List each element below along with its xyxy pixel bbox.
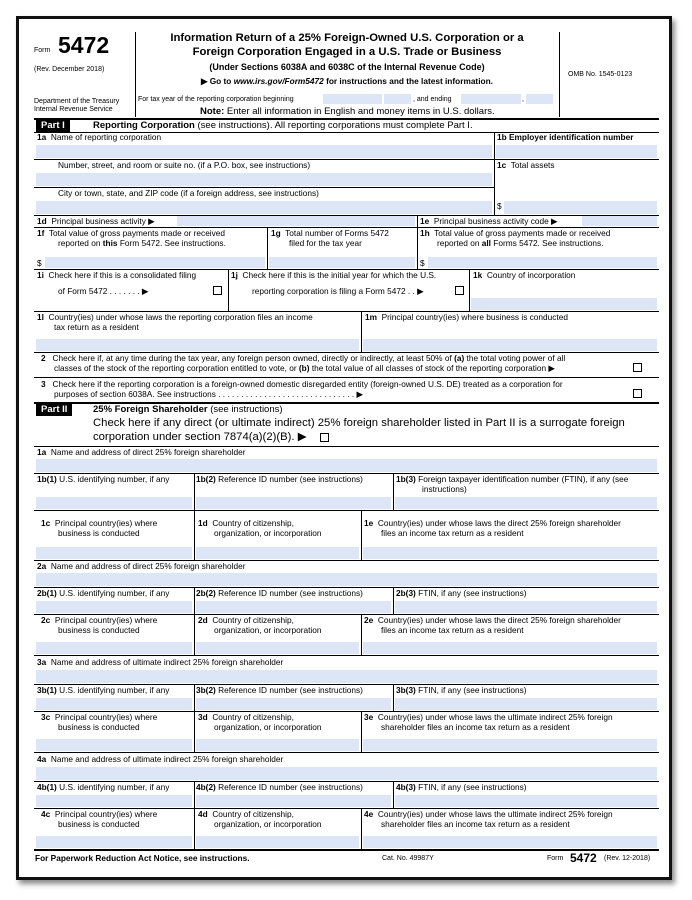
group2-c-label-2: business is conducted <box>58 625 140 635</box>
group2-line-a-label: 2a Name and address of direct 25% foreign shareholder <box>37 561 246 571</box>
total-assets-field[interactable] <box>504 201 657 214</box>
group2-b1-label: 2b(1) U.S. identifying number, if any <box>37 588 170 598</box>
taxyear-end-field[interactable] <box>461 94 521 104</box>
forms-count-field[interactable] <box>269 257 415 268</box>
line-1b-label: 1b Employer identification number <box>497 132 634 142</box>
group2-e-label-2: files an income tax return as a resident <box>381 625 524 635</box>
goto-instructions: ▶ Go to www.irs.gov/Form5472 for instructions and the latest information. <box>201 76 493 86</box>
group4-ref-id-field[interactable] <box>196 795 391 807</box>
dept-treasury: Department of the Treasury <box>34 98 120 105</box>
line-1h-label: 1h Total value of gross payments made or received <box>420 228 611 238</box>
dept-irs: Internal Revenue Service <box>34 106 113 113</box>
group1-ftin-field[interactable] <box>395 497 657 509</box>
consolidated-filing-checkbox[interactable] <box>213 286 222 295</box>
surrogate-foreign-corp-checkbox[interactable] <box>320 433 329 442</box>
taxyear-begin-field[interactable] <box>323 94 382 104</box>
group1-d-label-2: organization, or incorporation <box>214 528 322 538</box>
residence-country-field[interactable] <box>36 339 359 351</box>
gross-payments-dollar: $ <box>37 258 42 268</box>
business-activity-field[interactable] <box>177 216 415 226</box>
group3-business-country-field[interactable] <box>36 739 192 751</box>
street-label: Number, street, and room or suite no. (if a P.O. box, see instructions) <box>58 160 311 170</box>
group3-e-label-2: shareholder files an income tax return as a resident <box>381 722 570 732</box>
business-code-field[interactable] <box>582 216 657 226</box>
taxyear-comma: , <box>522 96 524 103</box>
group2-citizenship-field[interactable] <box>196 642 359 654</box>
group4-d-label: 4d Country of citizenship, <box>198 809 294 819</box>
paperwork-notice: For Paperwork Reduction Act Notice, see instructions. <box>35 853 250 863</box>
form-title-line1: Information Return of a 25% Foreign-Owned U.S. Corporation or a <box>170 32 524 44</box>
group4-b1-label: 4b(1) U.S. identifying number, if any <box>37 782 170 792</box>
line-3-label: 3 Check here if the reporting corporation is a foreign-owned domestic disregarded entity (foreign-owned U.S. DE) treated as a corporation for <box>41 379 563 389</box>
line-1j-label-2: reporting corporation is filing a Form 5472 . . ▶ <box>252 286 424 296</box>
taxyear-begin-year-field[interactable] <box>384 94 411 104</box>
group1-d-label: 1d Country of citizenship, <box>198 518 294 528</box>
line-1g-label-2: filed for the tax year <box>289 238 362 248</box>
group3-e-label: 3e Country(ies) under whose laws the ultimate indirect 25% foreign <box>364 712 613 722</box>
footer-form-word: Form <box>547 855 564 862</box>
group3-ref-id-field[interactable] <box>196 698 391 710</box>
surrogate-text: Check here if any direct (or ultimate indirect) 25% foreign shareholder listed in Part II is a surrogate foreign <box>93 417 625 429</box>
group2-residence-field[interactable] <box>363 642 657 654</box>
surrogate-text-2: corporation under section 7874(a)(2)(B). ▶ <box>93 431 307 443</box>
street-field[interactable] <box>36 173 492 186</box>
part1-heading: Reporting Corporation (see instructions). All reporting corporations must complete Part I. <box>93 120 473 131</box>
taxyear-label: For tax year of the reporting corporation beginning <box>138 96 294 103</box>
group3-b3-label: 3b(3) FTIN, if any (see instructions) <box>396 685 527 695</box>
group3-name-address-field[interactable] <box>36 670 657 683</box>
line-1l-label: 1l Country(ies) under whose laws the reporting corporation files an income <box>37 312 313 322</box>
ein-field[interactable] <box>496 145 657 158</box>
group2-business-country-field[interactable] <box>36 642 192 654</box>
group4-e-label: 4e Country(ies) under whose laws the ultimate indirect 25% foreign <box>364 809 613 819</box>
line-1h-label-2: reported on all Forms 5472. See instructions. <box>437 238 604 248</box>
group4-citizenship-field[interactable] <box>196 836 359 848</box>
line-2-label-2: classes of the stock of the reporting corporation entitled to vote, or (b) the total value of all classes of stock of the reporting corporation ▶ <box>54 363 555 373</box>
group2-b2-label: 2b(2) Reference ID number (see instructions) <box>196 588 363 598</box>
catalog-number: Cat. No. 49987Y <box>382 855 434 862</box>
group4-c-label-2: business is conducted <box>58 819 140 829</box>
group4-ftin-field[interactable] <box>395 795 657 807</box>
form-title-line2: Foreign Corporation Engaged in a U.S. Trade or Business <box>192 46 502 58</box>
group1-us-id-field[interactable] <box>36 497 192 509</box>
rev-date: (Rev. December 2018) <box>34 66 105 73</box>
irs-link[interactable]: www.irs.gov/Form5472 <box>233 76 324 86</box>
group1-line-a-label: 1a Name and address of direct 25% foreign shareholder <box>37 447 246 457</box>
group1-residence-field[interactable] <box>363 547 657 559</box>
gross-payments-all-field[interactable] <box>428 257 657 268</box>
business-country-field[interactable] <box>363 339 657 351</box>
group3-b1-label: 3b(1) U.S. identifying number, if any <box>37 685 170 695</box>
group1-e-label-2: files an income tax return as a resident <box>381 528 524 538</box>
group3-residence-field[interactable] <box>363 739 657 751</box>
taxyear-and: , and ending <box>413 96 452 103</box>
group3-b2-label: 3b(2) Reference ID number (see instructions) <box>196 685 363 695</box>
line-1c-label: 1c Total assets <box>497 160 555 170</box>
line-3-label-2: purposes of section 6038A. See instructions . . . . . . . . . . . . . . . . . . . . . . . . . . . . . . ▶ <box>54 389 363 399</box>
group4-name-address-field[interactable] <box>36 767 657 780</box>
line-1g-label: 1g Total number of Forms 5472 <box>271 228 389 238</box>
group3-us-id-field[interactable] <box>36 698 192 710</box>
group1-citizenship-field[interactable] <box>196 547 359 559</box>
city-label: City or town, state, and ZIP code (if a foreign address, see instructions) <box>58 188 319 198</box>
note-line: Note: Enter all information in English and money items in U.S. dollars. <box>200 106 495 117</box>
line-1j-label: 1j Check here if this is the initial year for which the U.S. <box>231 270 437 280</box>
group4-b2-label: 4b(2) Reference ID number (see instructions) <box>196 782 363 792</box>
line-1d-label: 1d Principal business activity ▶ <box>37 216 155 226</box>
gross-payments-all-dollar: $ <box>420 258 425 268</box>
group2-name-address-field[interactable] <box>36 573 657 586</box>
line-1a-label: 1a Name of reporting corporation <box>37 132 162 142</box>
group1-ref-id-field[interactable] <box>196 497 391 509</box>
group3-c-label-2: business is conducted <box>58 722 140 732</box>
group3-citizenship-field[interactable] <box>196 739 359 751</box>
line-1f-label-2: reported on this Form 5472. See instructions. <box>58 238 226 248</box>
group2-ftin-field[interactable] <box>395 601 657 613</box>
group1-b3-label: 1b(3) Foreign taxpayer identification number (FTIN), if any (see <box>396 474 629 484</box>
reporting-corp-name-field[interactable] <box>36 145 492 158</box>
group4-d-label-2: organization, or incorporation <box>214 819 322 829</box>
group4-b3-label: 4b(3) FTIN, if any (see instructions) <box>396 782 527 792</box>
group3-c-label: 3c Principal country(ies) where <box>41 712 158 722</box>
group1-business-country-field[interactable] <box>36 547 192 559</box>
group4-us-id-field[interactable] <box>36 795 192 807</box>
line-1f-label: 1f Total value of gross payments made or received <box>37 228 226 238</box>
disregarded-entity-checkbox[interactable] <box>633 389 642 398</box>
taxyear-end-year-field[interactable] <box>526 94 553 104</box>
group1-b1-label: 1b(1) U.S. identifying number, if any <box>37 474 170 484</box>
group4-residence-field[interactable] <box>363 836 657 848</box>
line-1m-label: 1m Principal country(ies) where business is conducted <box>365 312 568 322</box>
group3-d-label-2: organization, or incorporation <box>214 722 322 732</box>
group1-b2-label: 1b(2) Reference ID number (see instructions) <box>196 474 363 484</box>
group1-b3-label-2: instructions) <box>422 484 467 494</box>
part1-tag: Part I <box>36 120 70 132</box>
country-incorporation-field[interactable] <box>471 298 657 310</box>
group1-e-label: 1e Country(ies) under whose laws the direct 25% foreign shareholder <box>364 518 621 528</box>
line-1l-label-2: tax return as a resident <box>54 322 139 332</box>
group3-d-label: 3d Country of citizenship, <box>198 712 294 722</box>
group2-d-label: 2d Country of citizenship, <box>198 615 294 625</box>
group2-b3-label: 2b(3) FTIN, if any (see instructions) <box>396 588 527 598</box>
group1-c-label-2: business is conducted <box>58 528 140 538</box>
group2-d-label-2: organization, or incorporation <box>214 625 322 635</box>
line-1e-label: 1e Principal business activity code ▶ <box>420 216 558 226</box>
line-1i-label-2: of Form 5472 . . . . . . . ▶ <box>58 286 149 296</box>
group4-c-label: 4c Principal country(ies) where <box>41 809 158 819</box>
line-1i-label: 1i Check here if this is a consolidated filing <box>37 270 197 280</box>
form-word: Form <box>34 47 51 54</box>
foreign-ownership-checkbox[interactable] <box>633 363 642 372</box>
group2-ref-id-field[interactable] <box>196 601 391 613</box>
form-title-line3: (Under Sections 6038A and 6038C of the Internal Revenue Code) <box>209 62 485 72</box>
initial-year-checkbox[interactable] <box>455 286 464 295</box>
group3-line-a-label: 3a Name and address of ultimate indirect 25% foreign shareholder <box>37 657 284 667</box>
group2-us-id-field[interactable] <box>36 601 192 613</box>
group4-business-country-field[interactable] <box>36 836 192 848</box>
line-1k-label: 1k Country of incorporation <box>473 270 576 280</box>
form-page <box>34 30 659 870</box>
footer-rev: (Rev. 12-2018) <box>604 855 651 862</box>
form-number: 5472 <box>58 32 110 58</box>
group1-name-address-field[interactable] <box>36 459 657 472</box>
part2-tag: Part II <box>36 404 72 416</box>
group4-line-a-label: 4a Name and address of ultimate indirect 25% foreign shareholder <box>37 754 284 764</box>
omb-number: OMB No. 1545-0123 <box>568 71 633 78</box>
total-assets-dollar: $ <box>497 201 502 211</box>
group2-e-label: 2e Country(ies) under whose laws the direct 25% foreign shareholder <box>364 615 621 625</box>
gross-payments-this-field[interactable] <box>45 257 265 268</box>
group4-e-label-2: shareholder files an income tax return as a resident <box>381 819 570 829</box>
part2-heading: 25% Foreign Shareholder (see instructions) <box>93 404 283 415</box>
group3-ftin-field[interactable] <box>395 698 657 710</box>
line-2-label: 2 Check here if, at any time during the tax year, any foreign person owned, directly or indirectly, at least 50% of (a) the total voting power of all <box>41 353 566 363</box>
city-field[interactable] <box>36 201 492 214</box>
group1-c-label: 1c Principal country(ies) where <box>41 518 158 528</box>
group2-c-label: 2c Principal country(ies) where <box>41 615 158 625</box>
footer-form-number: 5472 <box>570 851 597 865</box>
